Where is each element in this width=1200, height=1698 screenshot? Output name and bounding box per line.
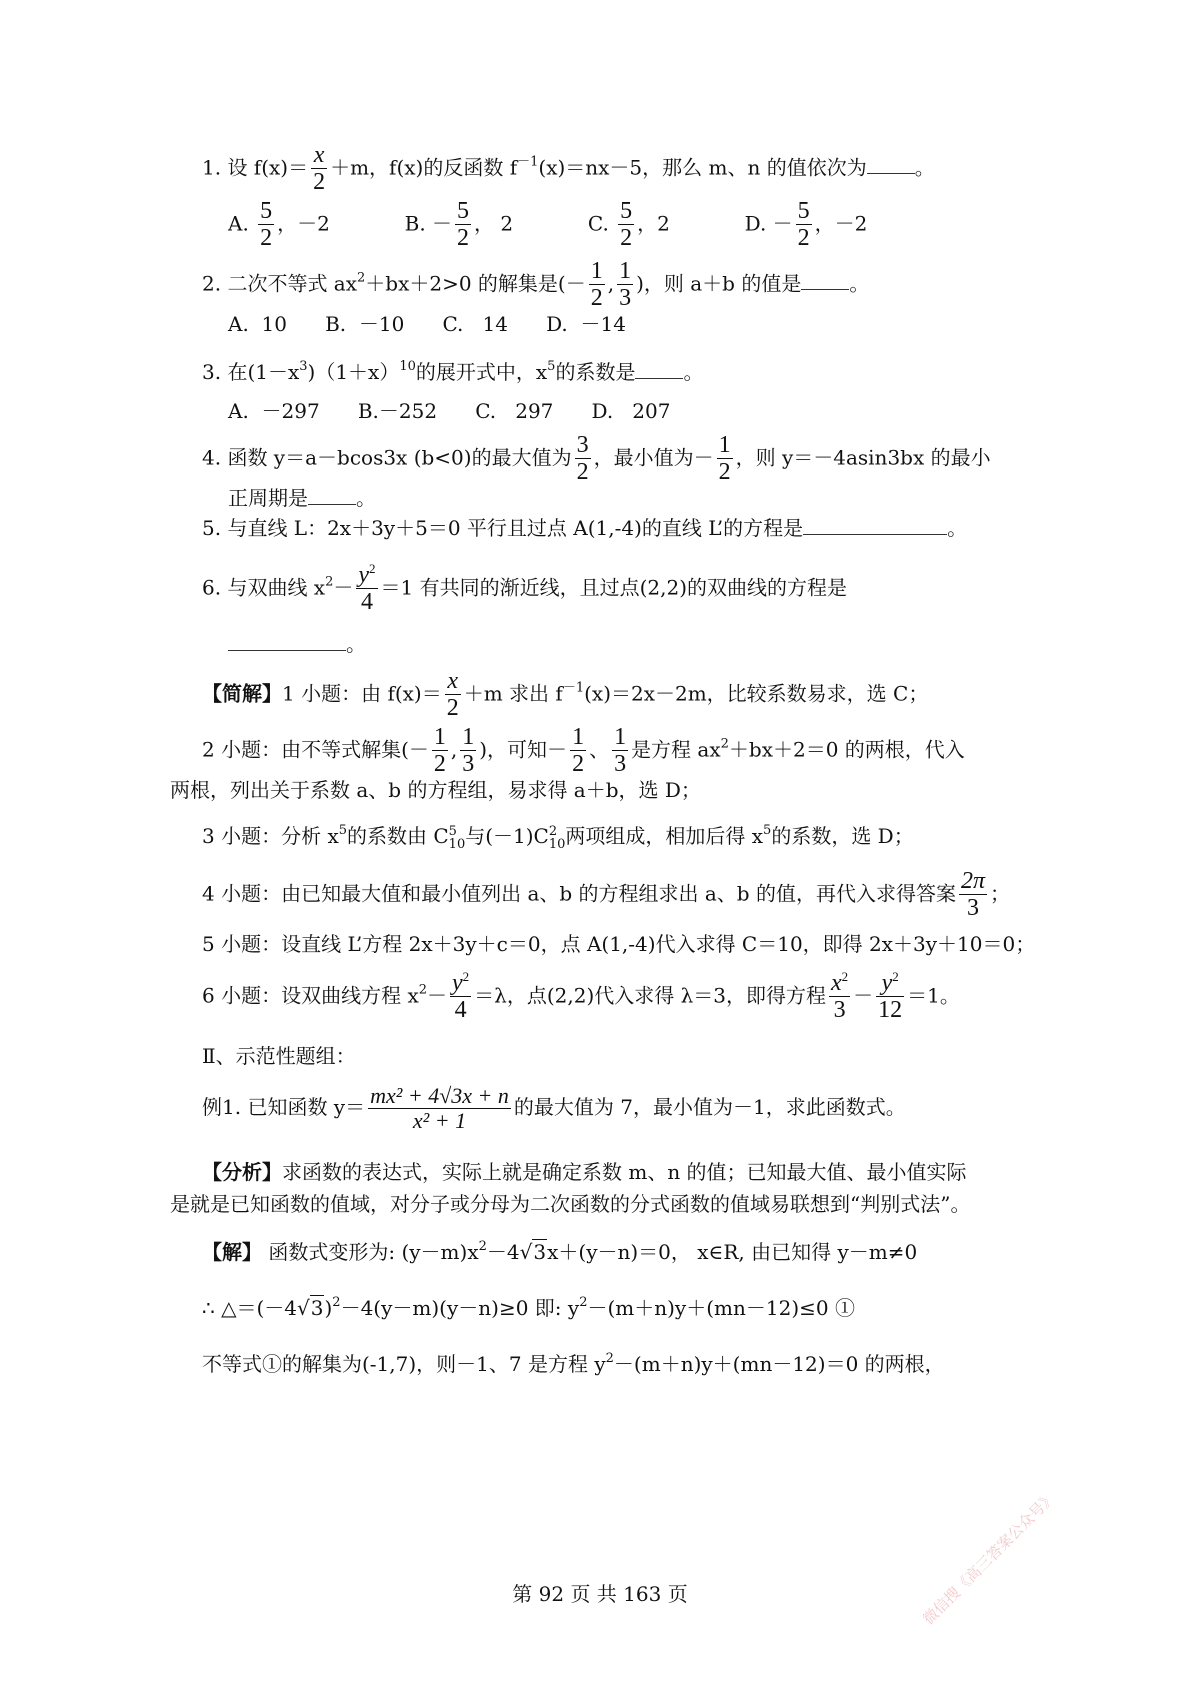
question-2-options: A. 10 B. －10 C. 14 D. －14 (228, 312, 626, 336)
analysis-line-2: 是就是已知函数的值域，对分子或分母为二次函数的分式函数的值域易联想到“判别式法”。 (170, 1192, 971, 1216)
solution-line-2: ∴ $\triangle=(-4√3)^2-4(y-m)(y-n)\ge 0$ 即: $y^2-(m+n)y+(mn-12)\le 0$ ① (202, 1295, 855, 1320)
question-3-options: A. －297 B.－252 C. 297 D. 207 (228, 399, 671, 423)
brief-solution-3: 3 小题：分析 $x^5$的系数由 C 5 10 与(－1)C 2 10 两项组成，相加后得 $x^5$的系数，选 D； (202, 823, 914, 852)
answer-blank (228, 636, 346, 651)
brief-solution-6: 6 小题：设双曲线方程 $x^2-$ $\frac{y^2}{4}$ ＝λ，点(2,2)代入求得 λ＝3，即得方程 $\frac{x^2}{3}$ － $\frac{y^2}{12}$ ＝1。 (202, 969, 960, 1024)
solution-line-3: 不等式①的解集为(-1,7)，则－1、7 是方程 $y^2-(m+n)y+(mn-12)=0$ 的两根， (202, 1351, 945, 1376)
question-2: 2. 二次不等式 $ax^2+bx+2>0$ 的解集是(－ $\frac{1}{2}$ , $\frac{1}{3}$ )，则 a＋b 的值是 。 (202, 258, 870, 312)
question-6: 6. 与双曲线 $x^2-$ $\frac{y^2}{4}$ ＝1 有共同的渐近线，且过点(2,2)的双曲线的方程是 (202, 561, 848, 616)
question-6-line2: 。 (228, 634, 366, 654)
brief-solution-5: 5 小题：设直线 L’方程 2x＋3y＋c＝0，点 A(1,-4)代入求得 C＝10，即得 2x＋3y＋10＝0； (202, 932, 1036, 956)
brief-solution-1: 【简解】1 小题：由 f(x)＝ $\frac{x}{2}$ ＋m 求出 $f^{-1}(x)=2x-2m$，比较系数易求，选 C； (202, 668, 929, 722)
question-1: 1. 设 f(x)＝ $\frac{x}{2}$ ＋m，f(x)的反函数 $f^{-1}(x)=nx-5$，那么 m、n 的值依次为 。 (202, 142, 935, 196)
section-heading: Ⅱ、示范性题组： (202, 1044, 356, 1068)
question-5: 5. 与直线 L：2x＋3y＋5＝0 平行且过点 A(1,-4)的直线 L’的方程是 。 (202, 516, 968, 540)
option-d: D. － (744, 211, 793, 236)
q1-fraction: $\frac{x}{2}$ (313, 142, 326, 196)
watermark: 微信搜《高三答案公众号》 (919, 1488, 1060, 1629)
brief-solution-2: 2 小题：由不等式解集(－ $\frac{1}{2}$ , $\frac{1}{3}$ )，可知－ $\frac{1}{2}$ 、 $\frac{1}{3}$ 是方程 $ax^2+bx+2=0$ 的两根，代入 (202, 724, 965, 778)
example-1-fraction: $\frac{\text{mx² + 4√3x + n}}{\text{x² + 1}}$ (370, 1083, 509, 1134)
question-4: 4. 函数 y＝a－bcos3x (b<0)的最大值为 $\frac{3}{2}$ ，最小值为－ $\frac{1}{2}$ ，则 y＝－4asin3bx 的最小 (202, 432, 991, 486)
brief-solution-4: 4 小题：由已知最大值和最小值列出 a、b 的方程组求出 a、b 的值，再代入求得答案 $\frac{2\pi}{3}$ ； (202, 868, 1010, 922)
option-c: C. (587, 211, 609, 236)
answer-blank (803, 520, 947, 535)
question-4-line2: 正周期是 。 (228, 486, 376, 510)
answer-blank (308, 490, 356, 505)
sqrt-symbol: √3 (519, 1240, 547, 1264)
brief-solution-2-cont: 两根，列出关于系数 a、b 的方程组，易求得 a＋b，选 D； (170, 778, 701, 802)
sqrt-symbol: √3 (297, 1296, 324, 1320)
analysis-label: 【分析】 (202, 1160, 282, 1184)
answer-blank (867, 159, 915, 174)
solution-line-1: 【解】 函数式变形为: $(y-m)x^2-4√3x+(y-n)=0$， x∈R, 由已知得 y－m≠0 (202, 1239, 918, 1264)
option-b: B. － (404, 211, 453, 236)
question-3: 3. 在$(1-x^3)(1+x)^{10}$的展开式中，$x^5$的系数是 。 (202, 359, 704, 384)
answer-blank (635, 364, 683, 379)
example-1: 例1. 已知函数 y＝ $\frac{\text{mx² + 4√3x + n}}{\text{x² + 1}}$ 的最大值为 7，最小值为－1，求此函数式。 (202, 1083, 906, 1134)
brief-solution-label: 【简解】 (202, 681, 282, 706)
solution-label: 【解】 (202, 1240, 262, 1264)
q1-text: 1. 设 f(x)＝ (202, 155, 309, 180)
page-footer: 第 92 页 共 163 页 (512, 1582, 688, 1606)
answer-blank (801, 275, 849, 290)
analysis-line-1: 【分析】求函数的表达式，实际上就是确定系数 m、n 的值；已知最大值、最小值实际 (202, 1160, 967, 1184)
question-1-options: A. $\frac{5}{2}$ ，－2 B. － $\frac{5}{2}$ ， 2 C. $\frac{5}{2}$ ，2 D. － $\frac{5}{2}$ ，－2 (228, 198, 868, 252)
option-a: A. (228, 211, 249, 236)
